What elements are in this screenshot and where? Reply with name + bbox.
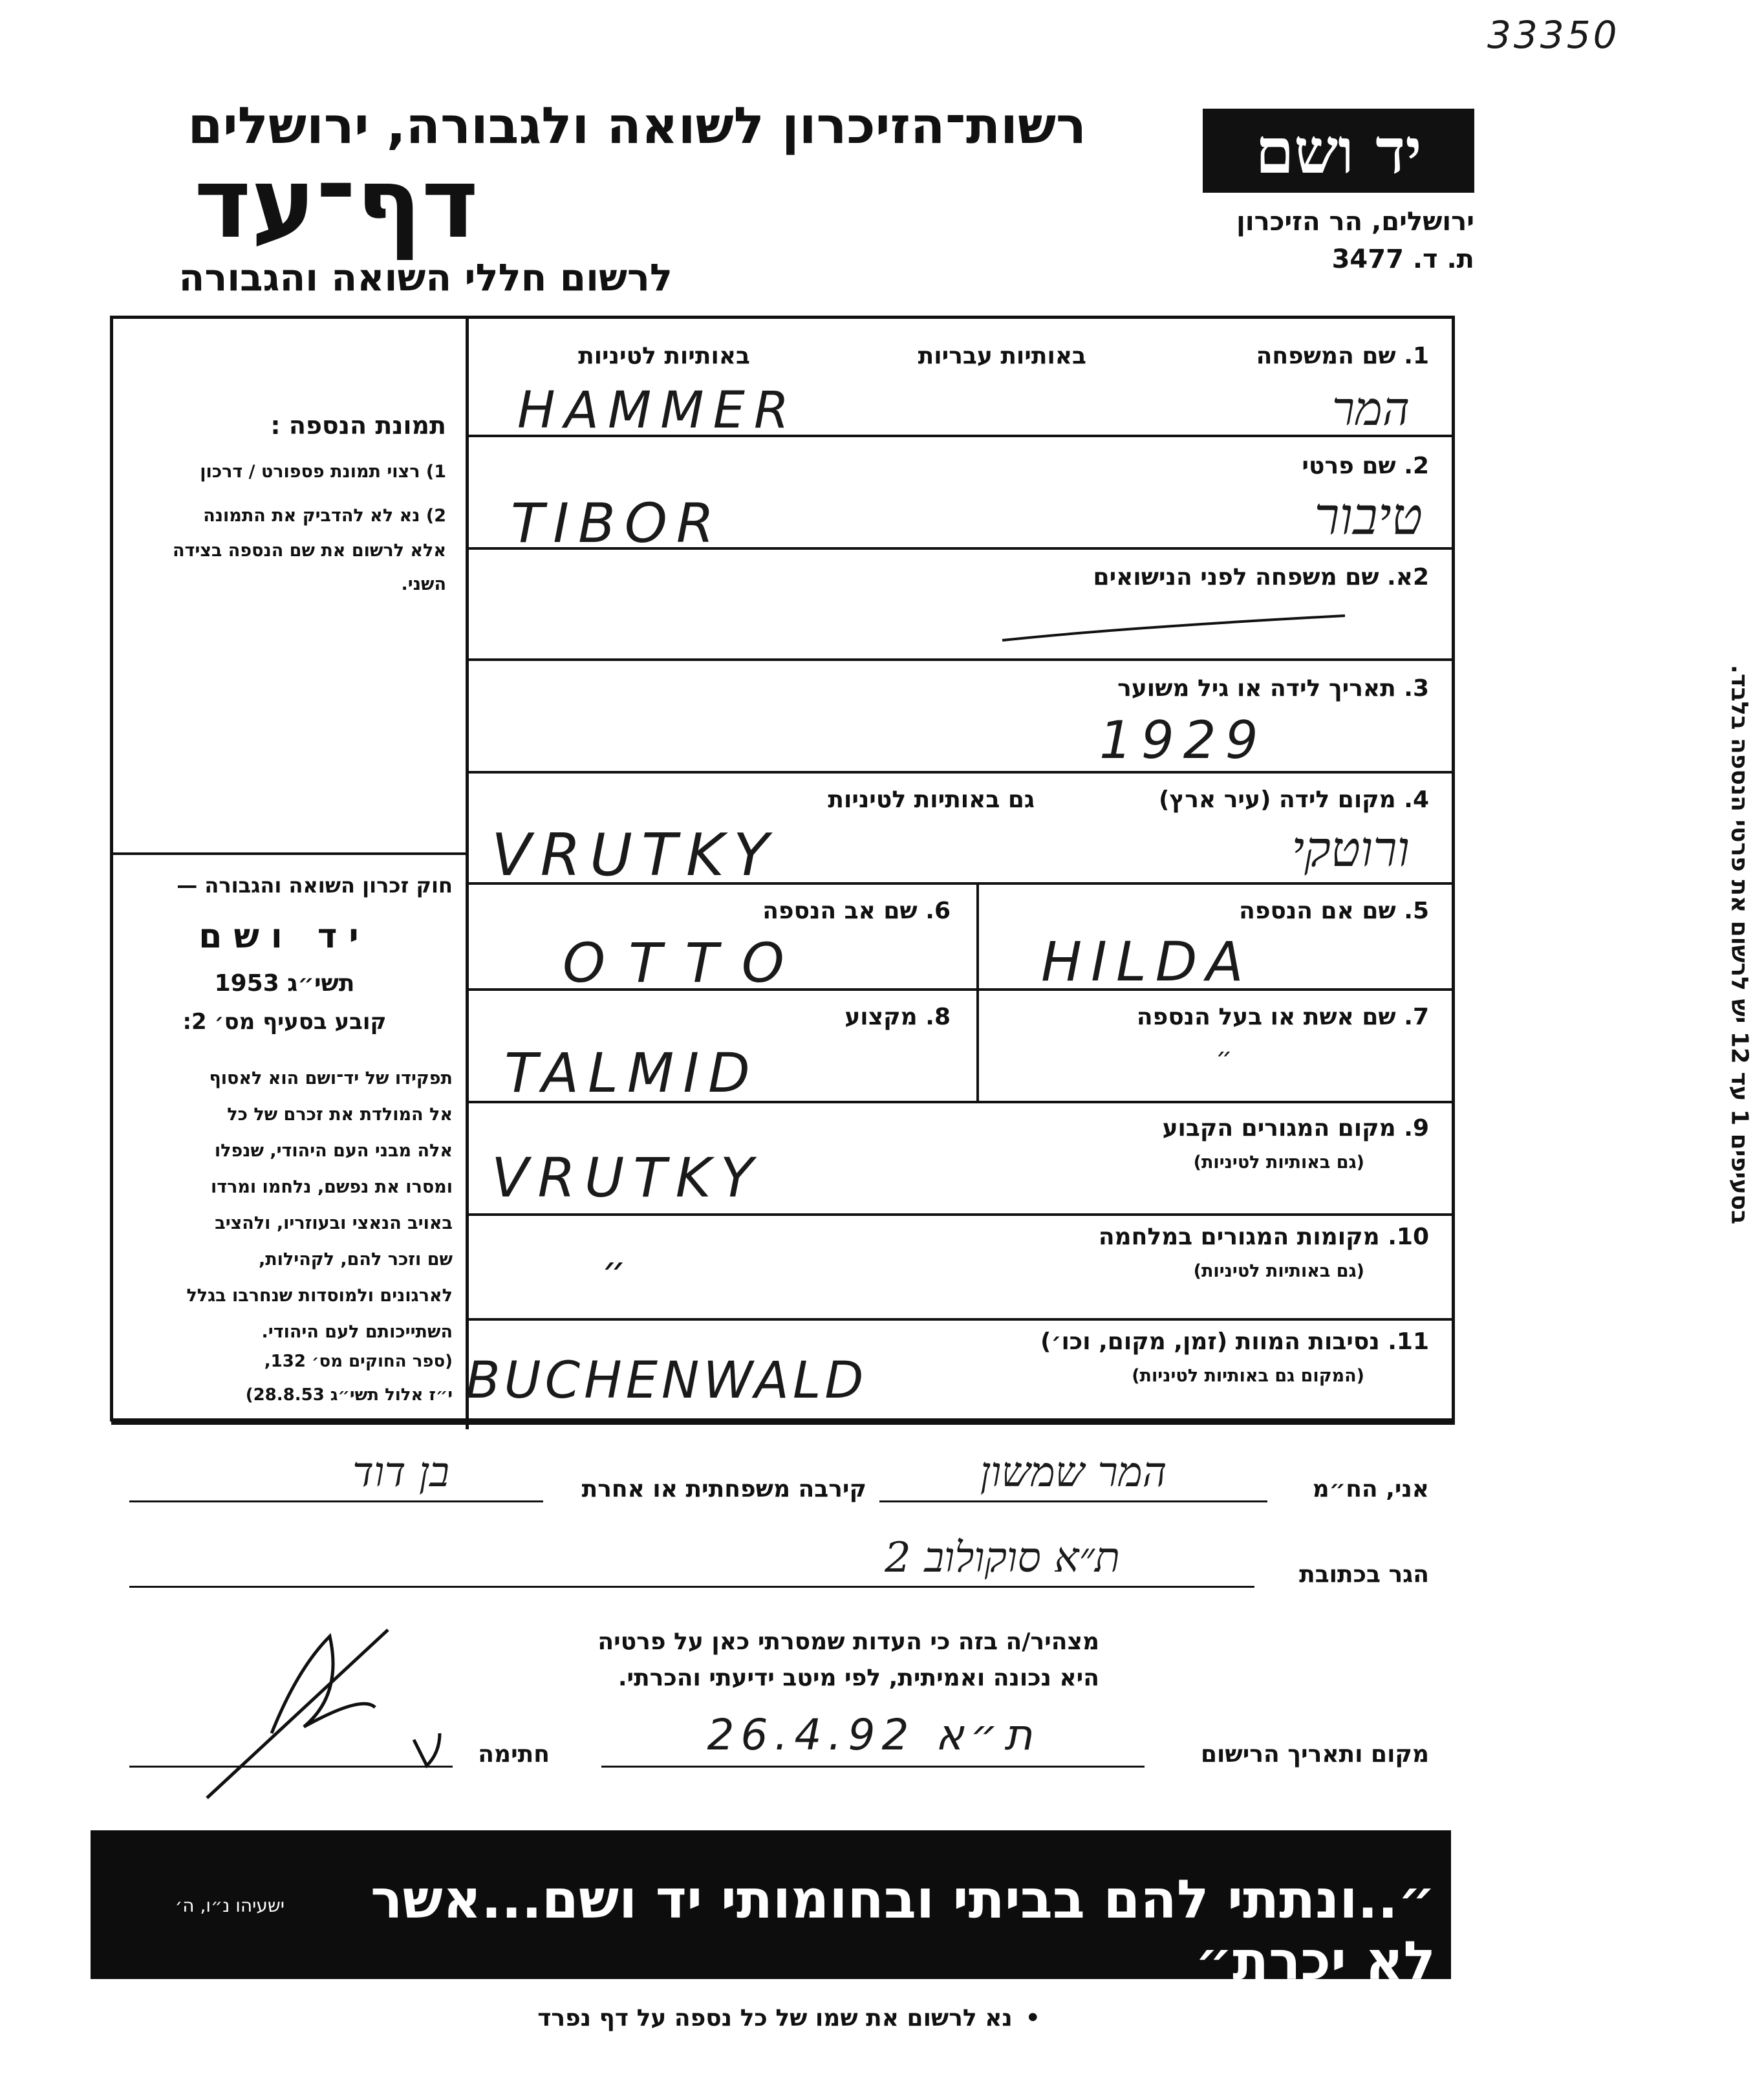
field-6-label: 6. שם אב הנספה bbox=[762, 898, 951, 924]
birth-place-latin-value[interactable]: VRUTKY bbox=[491, 821, 778, 889]
address-line-2: ת. ד. 3477 bbox=[1331, 244, 1474, 274]
death-circumstances-value[interactable]: BUCHENWALD bbox=[466, 1352, 868, 1410]
law-text-line: שם וזכר להם, לקהילות, bbox=[258, 1250, 453, 1270]
quote-banner bbox=[91, 1830, 1451, 1992]
field-9-label: 9. מקום המגורים הקבוע bbox=[1162, 1115, 1429, 1142]
field-4-latin-hint: גם באותיות לטיניות bbox=[828, 786, 1035, 813]
authority-line: רשות־הזיכרון לשואה ולגבורה, ירושלים bbox=[188, 97, 1086, 155]
photo-box-item-2-line-1: 2) נא לא להדביק את התמונה bbox=[203, 506, 446, 526]
law-clause: קובע בסעיף מס׳ 2: bbox=[182, 1009, 387, 1035]
law-text-line: תפקידו של יד־ושם הוא לאסוף bbox=[209, 1068, 453, 1088]
field-9-hint: (גם באותיות לטיניות) bbox=[1193, 1153, 1364, 1173]
handwritten-signature bbox=[194, 1617, 466, 1811]
surname-hebrew-value[interactable]: המר bbox=[1331, 382, 1410, 436]
field-10-label: 10. מקומות המגורים במלחמה bbox=[1098, 1224, 1429, 1250]
statement-line-2: היא נכונה ואמיתית, לפי מיטב ידיעתי והכרתי. bbox=[618, 1665, 1099, 1691]
field-2a-label: 2א. שם משפחה לפני הנישואים bbox=[1093, 564, 1429, 590]
law-text-line: לארגונים ולמוסדות שנחרבו בגלל bbox=[186, 1286, 453, 1306]
bullet-icon: • bbox=[1025, 2005, 1040, 2031]
declarant-name-value[interactable]: המר שמשון bbox=[980, 1449, 1167, 1497]
address-value[interactable]: ת״א סוקולוב 2 bbox=[885, 1534, 1120, 1582]
law-ref-2: י״ז אלול תשי״ג 28.8.53) bbox=[245, 1385, 453, 1405]
first-name-latin-value[interactable]: TIBOR bbox=[511, 492, 724, 555]
statement-line-1: מצהיר/ה בזה כי העדות שמסרתי כאן על פרטיה bbox=[597, 1629, 1099, 1655]
relation-label: קירבה משפחתית או אחרת bbox=[581, 1476, 866, 1502]
field-11-label: 11. נסיבות המוות (זמן, מקום, וכו׳) bbox=[1040, 1328, 1429, 1355]
photo-box-title: תמונת הנספה : bbox=[270, 411, 446, 440]
field-7-label: 7. שם אשת או בעל הנספה bbox=[1136, 1004, 1429, 1030]
wartime-residence-value[interactable]: ״ bbox=[601, 1248, 627, 1294]
law-text-line: השתייכותם לעם היהודי. bbox=[261, 1322, 453, 1342]
law-text-line: באויב הנאצי ובעוזריו, ולהציב bbox=[215, 1213, 453, 1233]
field-3-label: 3. תאריך לידה או גיל משוער bbox=[1117, 675, 1429, 702]
law-title: חוק זכרון השואה והגבורה — bbox=[177, 873, 453, 898]
spouse-name-value[interactable]: ״ bbox=[1216, 1043, 1232, 1072]
father-name-value[interactable]: OTTO bbox=[563, 931, 808, 995]
law-text-line: אלה מבני העם היהודי, שנפלו bbox=[214, 1141, 453, 1161]
address-label: הגר בכתובת bbox=[1299, 1561, 1429, 1588]
photo-box-item-2-line-2: אלא לרשום את שם הנספה בצידה bbox=[172, 541, 446, 561]
field-8-label: 8. מקצוע bbox=[844, 1004, 951, 1030]
footer-note bbox=[453, 2005, 1125, 2031]
first-name-hebrew-value[interactable]: טיבור bbox=[1314, 486, 1423, 547]
law-text-line: אל המולדת את זכרם של כל bbox=[227, 1105, 453, 1125]
residence-value[interactable]: VRUTKY bbox=[491, 1146, 763, 1209]
blank-dash-stroke bbox=[996, 601, 1358, 653]
field-2-label: 2. שם פרטי bbox=[1302, 453, 1429, 479]
place-date-value[interactable]: ת״א 26.4.92 bbox=[707, 1710, 1039, 1760]
law-year: תשי״ג 1953 bbox=[214, 970, 355, 997]
field-4-label: 4. מקום לידה (עיר ארץ) bbox=[1159, 786, 1429, 813]
archive-number: 33350 bbox=[1487, 13, 1620, 57]
banner-source: ישעיהו נ״ו, ה׳ bbox=[175, 1895, 285, 1916]
logo-text: יד ושם bbox=[1255, 114, 1422, 188]
place-date-label: מקום ותאריך הרישום bbox=[1200, 1741, 1429, 1768]
form-title: דף־עד bbox=[194, 147, 479, 260]
declarant-label: אני, הח״מ bbox=[1312, 1476, 1429, 1502]
birth-date-value[interactable]: 1929 bbox=[1099, 710, 1267, 770]
photo-box-item-2-line-3: השני. bbox=[401, 574, 446, 594]
law-ref-1: (ספר החוקים מס׳ 132, bbox=[264, 1352, 453, 1371]
field-1-hebrew-hint: באותיות עבריות bbox=[918, 343, 1086, 369]
surname-latin-value[interactable]: HAMMER bbox=[517, 382, 799, 440]
field-11-hint: (המקום גם באותיות לטיניות) bbox=[1132, 1366, 1364, 1386]
law-text-line: ומסרו את נפשם, נלחמו ומרדו bbox=[210, 1177, 453, 1197]
mother-name-value[interactable]: HILDA bbox=[1041, 930, 1253, 993]
law-text bbox=[123, 1061, 453, 1350]
field-1-latin-hint: באותיות לטיניות bbox=[578, 343, 750, 369]
form-subtitle: לרשום חללי השואה והגבורה bbox=[178, 255, 672, 299]
yad-vashem-logo bbox=[1203, 109, 1474, 193]
side-note: בסעיפים 1 עד 12 יש לרשום את פרטי הנספה בלבד. bbox=[1726, 664, 1753, 1225]
signature-label: חתימה bbox=[478, 1741, 550, 1768]
profession-value[interactable]: TALMID bbox=[504, 1041, 759, 1105]
field-1-label: 1. שם המשפחה bbox=[1256, 343, 1429, 369]
law-name: יד ושם bbox=[199, 917, 371, 956]
banner-quote: ״..ונתתי להם בביתי ובחומותי יד ושם...אשר לא יכרת״ bbox=[371, 1869, 1436, 1992]
birth-place-hebrew-value[interactable]: ורוטקי bbox=[1291, 820, 1410, 878]
address-line-1: ירושלים, הר הזיכרון bbox=[1236, 207, 1474, 237]
footer-note-text: נא לרשום את שמו של כל נספה על דף נפרד bbox=[537, 2005, 1013, 2031]
relation-value[interactable]: בן דוד bbox=[352, 1449, 449, 1497]
photo-box-item-1: 1) רצוי תמונת פספורט / דרכון bbox=[200, 462, 446, 482]
field-10-hint: (גם באותיות לטיניות) bbox=[1193, 1261, 1364, 1281]
field-5-label: 5. שם אם הנספה bbox=[1239, 898, 1429, 924]
